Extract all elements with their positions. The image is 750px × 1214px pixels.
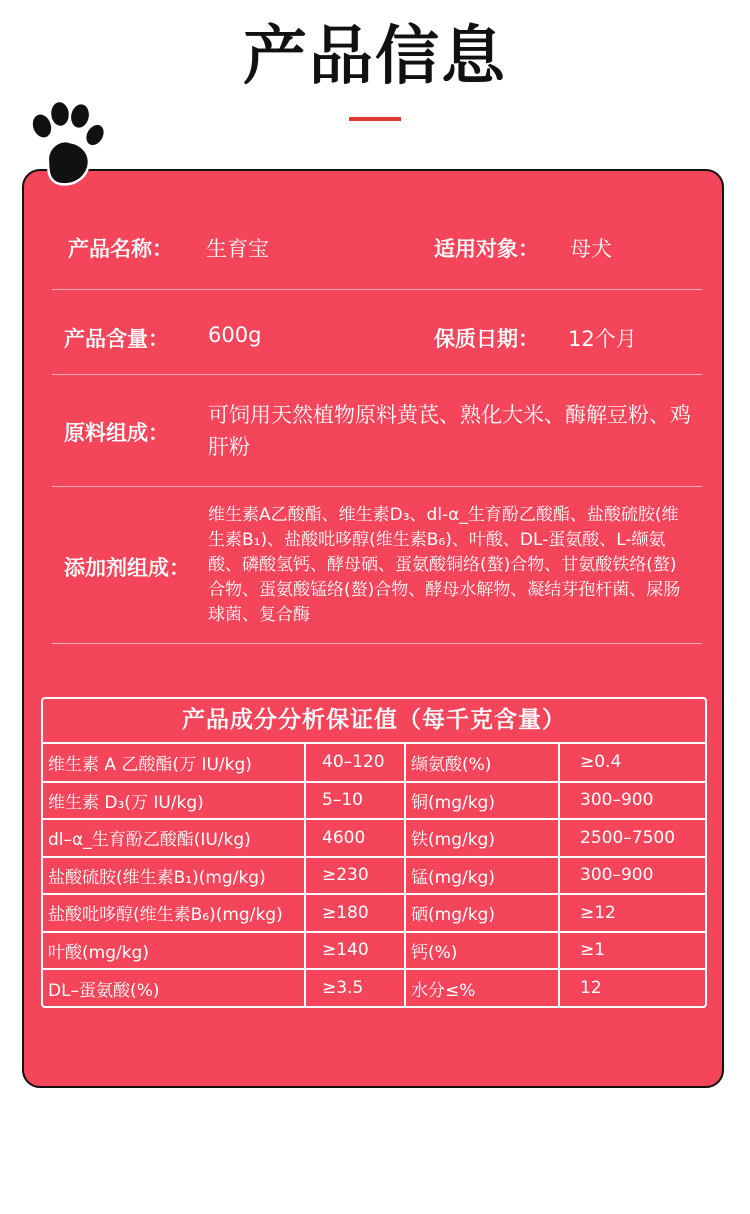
nutrient-name-cell: DL–蛋氨酸(%) — [43, 969, 305, 1007]
nutrient-value-cell: ≥230 — [305, 857, 405, 895]
table-row — [43, 819, 705, 857]
analysis-grid — [43, 744, 705, 1007]
ingredients-label: 原料组成： — [64, 421, 169, 445]
nutrient-value-cell: ≥180 — [305, 894, 405, 932]
nutrient-value-cell: ≥1 — [559, 932, 705, 970]
weight-value: 600g — [208, 323, 262, 347]
table-row — [43, 744, 705, 782]
nutrient-value-cell: 300–900 — [559, 782, 705, 820]
divider — [52, 374, 702, 375]
nutrient-value-cell: 12 — [580, 978, 602, 999]
page-title: 产品信息 — [243, 20, 507, 94]
weight-label: 产品含量： — [64, 327, 169, 351]
nutrient-name-cell: 盐酸硫胺(维生素B₁)(mg/kg) — [43, 857, 305, 895]
nutrient-value-cell: ≥0.4 — [559, 744, 705, 782]
analysis-table — [41, 697, 707, 1008]
nutrient-name-cell: 硒(mg/kg) — [405, 894, 559, 932]
nutrient-value-cell: ≥3.5 — [305, 969, 405, 1007]
shelf-life-value: 12个月 — [568, 327, 637, 351]
additives-label: 添加剂组成： — [64, 556, 190, 580]
table-row — [43, 782, 705, 820]
analysis-table-title: 产品成分分析保证值（每千克含量） — [43, 699, 705, 744]
nutrient-value-cell: 4600 — [305, 819, 405, 857]
nutrient-name-cell: 钙(%) — [405, 932, 559, 970]
nutrient-name-cell: 铜(mg/kg) — [405, 782, 559, 820]
paw-print-icon — [26, 100, 108, 190]
product-info-card — [22, 169, 724, 1088]
product-name-label: 产品名称： — [68, 237, 173, 261]
divider — [52, 643, 702, 644]
nutrient-value-cell: ≥12 — [559, 894, 705, 932]
additives-value: 维生素A乙酸酯、维生素D₃、dl-α_生育酚乙酸酯、盐酸硫胺(维生素B₁)、盐酸吡哆醇(维生素B₆)、叶酸、DL-蛋氨酸、L-缬氨酸、磷酸氢钙、酵母硒、蛋氨酸铜络(螯)合物、甘氨酸铁络(螯)合物、蛋氨酸锰络(螯)合物、酵母水解物、凝结芽孢杆菌、屎肠球菌、复合酶 — [208, 505, 681, 625]
table-row — [43, 932, 705, 970]
product-name-value: 生育宝 — [206, 237, 269, 261]
nutrient-value-cell: 2500–7500 — [559, 819, 705, 857]
nutrient-name-cell: 叶酸(mg/kg) — [43, 932, 305, 970]
nutrient-value-cell: ≥140 — [305, 932, 405, 970]
nutrient-name-cell: 维生素 A 乙酸酯(万 IU/kg) — [43, 744, 305, 782]
target-label: 适用对象： — [434, 237, 539, 261]
divider — [52, 486, 702, 487]
shelf-life-label: 保质日期： — [434, 327, 539, 351]
nutrient-name-cell: 铁(mg/kg) — [405, 819, 559, 857]
target-value: 母犬 — [570, 237, 612, 261]
title-underline — [349, 117, 401, 121]
nutrient-value-cell: 300–900 — [559, 857, 705, 895]
nutrient-name-cell: 锰(mg/kg) — [405, 857, 559, 895]
nutrient-name-cell: 维生素 D₃(万 IU/kg) — [43, 782, 305, 820]
table-row — [43, 857, 705, 895]
ingredients-value: 可饲用天然植物原料黄芪、熟化大米、酶解豆粉、鸡肝粉 — [208, 403, 691, 459]
nutrient-name-cell: 缬氨酸(%) — [405, 744, 559, 782]
nutrient-value-cell: 5–10 — [305, 782, 405, 820]
nutrient-name-cell: dl–α_生育酚乙酸酯(IU/kg) — [43, 819, 305, 857]
table-row — [43, 894, 705, 932]
nutrient-value-cell: 40–120 — [305, 744, 405, 782]
divider — [52, 289, 702, 290]
nutrient-name-cell: 盐酸吡哆醇(维生素B₆)(mg/kg) — [43, 894, 305, 932]
table-row — [43, 969, 705, 1007]
nutrient-name-cell: 水分≤% — [405, 969, 559, 1007]
